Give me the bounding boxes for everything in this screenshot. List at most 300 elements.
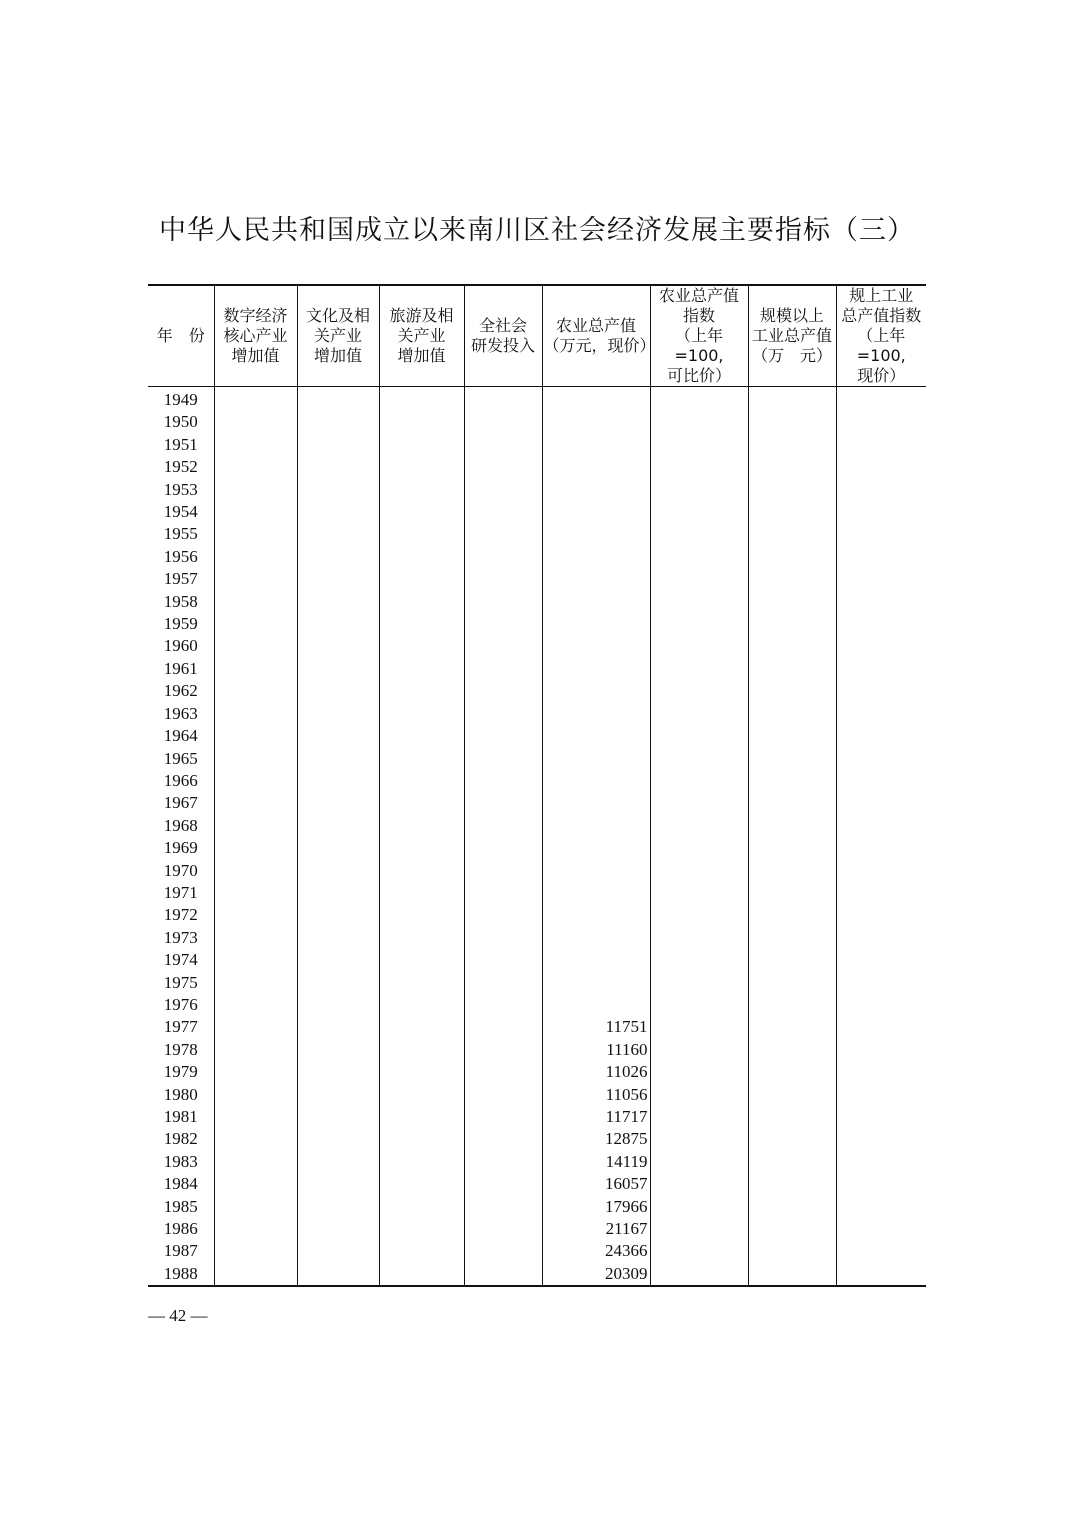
table-row <box>148 725 926 747</box>
table-row <box>148 1196 926 1218</box>
empty-cell <box>214 904 297 926</box>
empty-cell <box>214 523 297 545</box>
year-cell: 1960 <box>163 636 198 656</box>
header-agri-output: 农业总产值 （万元，现价） <box>542 285 650 387</box>
agri-output-cell <box>542 434 650 456</box>
agri-output-cell <box>542 882 650 904</box>
table-row <box>148 411 926 433</box>
year-cell: 1970 <box>163 860 198 880</box>
empty-cell <box>748 456 836 478</box>
empty-cell <box>297 837 379 859</box>
empty-cell <box>379 411 464 433</box>
year-cell: 1949 <box>163 390 198 409</box>
empty-cell <box>379 1084 464 1106</box>
empty-cell <box>748 904 836 926</box>
empty-cell <box>650 882 748 904</box>
table-row <box>148 456 926 478</box>
empty-cell <box>379 1061 464 1083</box>
empty-cell <box>464 860 542 882</box>
empty-cell <box>836 994 926 1016</box>
table-row <box>148 1128 926 1150</box>
empty-cell <box>836 1084 926 1106</box>
empty-cell <box>379 1173 464 1195</box>
empty-cell <box>379 972 464 994</box>
year-cell: 1967 <box>163 793 198 813</box>
empty-cell <box>379 927 464 949</box>
empty-cell <box>836 904 926 926</box>
empty-cell <box>650 1084 748 1106</box>
empty-cell <box>297 792 379 814</box>
year-cell: 1958 <box>163 591 198 611</box>
table-row <box>148 1218 926 1240</box>
empty-cell <box>379 792 464 814</box>
empty-cell <box>214 792 297 814</box>
empty-cell <box>297 501 379 523</box>
agri-output-cell <box>542 658 650 680</box>
empty-cell <box>379 1128 464 1150</box>
empty-cell <box>650 387 748 412</box>
agri-output-cell <box>542 725 650 747</box>
agri-output-cell <box>542 994 650 1016</box>
agri-output-cell: 11026 <box>542 1061 650 1083</box>
empty-cell <box>214 1263 297 1286</box>
table-body <box>148 387 926 1287</box>
empty-cell <box>650 748 748 770</box>
empty-cell <box>464 680 542 702</box>
year-cell: 1972 <box>163 905 198 925</box>
agri-output-cell: 14119 <box>542 1151 650 1173</box>
empty-cell <box>836 568 926 590</box>
empty-cell <box>650 456 748 478</box>
empty-cell <box>379 456 464 478</box>
empty-cell <box>836 972 926 994</box>
empty-cell <box>748 1061 836 1083</box>
table-row <box>148 1240 926 1262</box>
empty-cell <box>836 1196 926 1218</box>
empty-cell <box>650 1106 748 1128</box>
empty-cell <box>464 523 542 545</box>
empty-cell <box>464 501 542 523</box>
empty-cell <box>214 837 297 859</box>
empty-cell <box>297 568 379 590</box>
table-row <box>148 770 926 792</box>
empty-cell <box>297 1084 379 1106</box>
year-cell: 1984 <box>163 1174 198 1194</box>
agri-output-cell <box>542 456 650 478</box>
empty-cell <box>650 613 748 635</box>
empty-cell <box>214 1016 297 1038</box>
empty-cell <box>297 1173 379 1195</box>
year-cell: 1956 <box>163 546 198 566</box>
empty-cell <box>464 1218 542 1240</box>
empty-cell <box>836 680 926 702</box>
empty-cell <box>379 703 464 725</box>
agri-output-cell: 11751 <box>542 1016 650 1038</box>
empty-cell <box>379 658 464 680</box>
header-rd-investment: 全社会 研发投入 <box>464 285 542 387</box>
empty-cell <box>297 972 379 994</box>
empty-cell <box>379 1263 464 1286</box>
empty-cell <box>297 1218 379 1240</box>
empty-cell <box>379 501 464 523</box>
empty-cell <box>297 1240 379 1262</box>
year-cell: 1987 <box>163 1241 198 1261</box>
year-cell: 1955 <box>163 524 198 544</box>
year-cell: 1975 <box>163 972 198 992</box>
empty-cell <box>748 1106 836 1128</box>
year-cell: 1964 <box>163 726 198 746</box>
empty-cell <box>214 411 297 433</box>
empty-cell <box>379 591 464 613</box>
empty-cell <box>464 1151 542 1173</box>
table-row <box>148 479 926 501</box>
empty-cell <box>748 882 836 904</box>
year-cell: 1985 <box>163 1196 198 1216</box>
empty-cell <box>379 1039 464 1061</box>
empty-cell <box>748 1039 836 1061</box>
year-cell: 1971 <box>163 882 198 902</box>
table-row <box>148 1016 926 1038</box>
empty-cell <box>650 792 748 814</box>
agri-output-cell <box>542 770 650 792</box>
empty-cell <box>836 613 926 635</box>
empty-cell <box>214 703 297 725</box>
agri-output-cell <box>542 927 650 949</box>
empty-cell <box>297 613 379 635</box>
empty-cell <box>748 613 836 635</box>
empty-cell <box>748 479 836 501</box>
empty-cell <box>748 501 836 523</box>
empty-cell <box>214 927 297 949</box>
empty-cell <box>748 1173 836 1195</box>
table-row <box>148 972 926 994</box>
empty-cell <box>464 703 542 725</box>
header-row <box>148 285 926 387</box>
empty-cell <box>214 658 297 680</box>
table-row <box>148 703 926 725</box>
empty-cell <box>464 1128 542 1150</box>
empty-cell <box>464 568 542 590</box>
empty-cell <box>748 703 836 725</box>
empty-cell <box>748 1016 836 1038</box>
empty-cell <box>836 882 926 904</box>
empty-cell <box>650 501 748 523</box>
agri-output-cell <box>542 972 650 994</box>
empty-cell <box>464 1016 542 1038</box>
agri-output-cell <box>542 635 650 657</box>
empty-cell <box>464 1263 542 1286</box>
empty-cell <box>464 1173 542 1195</box>
empty-cell <box>650 479 748 501</box>
empty-cell <box>836 1240 926 1262</box>
table-row <box>148 994 926 1016</box>
empty-cell <box>464 1061 542 1083</box>
empty-cell <box>379 1196 464 1218</box>
empty-cell <box>748 748 836 770</box>
empty-cell <box>836 591 926 613</box>
empty-cell <box>214 434 297 456</box>
header-industrial-output: 规模以上 工业总产值 （万 元） <box>748 285 836 387</box>
empty-cell <box>297 411 379 433</box>
empty-cell <box>650 523 748 545</box>
empty-cell <box>464 1039 542 1061</box>
empty-cell <box>836 1151 926 1173</box>
empty-cell <box>297 882 379 904</box>
empty-cell <box>214 1061 297 1083</box>
empty-cell <box>297 1263 379 1286</box>
agri-output-cell: 11717 <box>542 1106 650 1128</box>
empty-cell <box>464 792 542 814</box>
table-row <box>148 680 926 702</box>
header-culture-industry: 文化及相 关产业 增加值 <box>297 285 379 387</box>
agri-output-cell <box>542 568 650 590</box>
indicator-table-container <box>148 284 926 1287</box>
empty-cell <box>748 523 836 545</box>
empty-cell <box>836 1061 926 1083</box>
empty-cell <box>297 725 379 747</box>
agri-output-cell <box>542 501 650 523</box>
year-cell: 1957 <box>163 569 198 589</box>
empty-cell <box>379 748 464 770</box>
table-row <box>148 1263 926 1286</box>
empty-cell <box>464 927 542 949</box>
empty-cell <box>214 860 297 882</box>
agri-output-cell <box>542 860 650 882</box>
empty-cell <box>214 1151 297 1173</box>
empty-cell <box>297 387 379 412</box>
year-cell: 1977 <box>163 1017 198 1037</box>
empty-cell <box>214 770 297 792</box>
empty-cell <box>650 546 748 568</box>
agri-output-cell <box>542 837 650 859</box>
empty-cell <box>214 1106 297 1128</box>
empty-cell <box>297 994 379 1016</box>
agri-output-cell <box>542 792 650 814</box>
empty-cell <box>297 635 379 657</box>
table-row <box>148 387 926 412</box>
empty-cell <box>836 815 926 837</box>
empty-cell <box>748 792 836 814</box>
empty-cell <box>297 523 379 545</box>
agri-output-cell: 17966 <box>542 1196 650 1218</box>
table-row <box>148 927 926 949</box>
empty-cell <box>748 1151 836 1173</box>
empty-cell <box>748 411 836 433</box>
empty-cell <box>297 703 379 725</box>
table-row <box>148 949 926 971</box>
empty-cell <box>748 434 836 456</box>
empty-cell <box>214 635 297 657</box>
empty-cell <box>464 1084 542 1106</box>
empty-cell <box>214 1039 297 1061</box>
empty-cell <box>748 546 836 568</box>
year-cell: 1978 <box>163 1039 198 1059</box>
empty-cell <box>379 904 464 926</box>
year-cell: 1952 <box>163 457 198 477</box>
empty-cell <box>214 456 297 478</box>
empty-cell <box>297 815 379 837</box>
empty-cell <box>464 411 542 433</box>
empty-cell <box>650 658 748 680</box>
agri-output-cell <box>542 949 650 971</box>
agri-output-cell: 20309 <box>542 1263 650 1286</box>
agri-output-cell <box>542 523 650 545</box>
year-cell: 1965 <box>163 748 198 768</box>
table-row <box>148 904 926 926</box>
table-header <box>148 285 926 387</box>
agri-output-cell <box>542 591 650 613</box>
header-tourism-industry: 旅游及相 关产业 增加值 <box>379 285 464 387</box>
empty-cell <box>748 770 836 792</box>
empty-cell <box>379 860 464 882</box>
empty-cell <box>379 1151 464 1173</box>
empty-cell <box>748 591 836 613</box>
empty-cell <box>836 1106 926 1128</box>
empty-cell <box>650 815 748 837</box>
empty-cell <box>464 546 542 568</box>
empty-cell <box>464 456 542 478</box>
empty-cell <box>836 927 926 949</box>
year-cell: 1986 <box>163 1219 198 1239</box>
empty-cell <box>836 837 926 859</box>
agri-output-cell <box>542 680 650 702</box>
year-cell: 1981 <box>163 1107 198 1126</box>
year-cell: 1962 <box>163 681 198 701</box>
empty-cell <box>650 770 748 792</box>
table-row <box>148 1061 926 1083</box>
agri-output-cell <box>542 411 650 433</box>
empty-cell <box>464 1196 542 1218</box>
year-cell: 1979 <box>163 1062 198 1082</box>
page-number: — 42 — <box>148 1306 208 1325</box>
empty-cell <box>379 479 464 501</box>
table-row <box>148 501 926 523</box>
year-cell: 1976 <box>163 994 198 1014</box>
empty-cell <box>650 568 748 590</box>
table-row <box>148 1173 926 1195</box>
empty-cell <box>748 927 836 949</box>
empty-cell <box>214 479 297 501</box>
empty-cell <box>214 1240 297 1262</box>
year-cell: 1969 <box>163 838 198 858</box>
empty-cell <box>464 904 542 926</box>
agri-output-cell: 11160 <box>542 1039 650 1061</box>
agri-output-cell: 24366 <box>542 1240 650 1262</box>
empty-cell <box>379 523 464 545</box>
empty-cell <box>214 972 297 994</box>
empty-cell <box>836 456 926 478</box>
empty-cell <box>836 1263 926 1286</box>
empty-cell <box>650 994 748 1016</box>
empty-cell <box>748 815 836 837</box>
agri-output-cell <box>542 703 650 725</box>
empty-cell <box>214 748 297 770</box>
table-row <box>148 613 926 635</box>
empty-cell <box>214 1128 297 1150</box>
agri-output-cell <box>542 546 650 568</box>
empty-cell <box>650 927 748 949</box>
empty-cell <box>214 725 297 747</box>
empty-cell <box>379 725 464 747</box>
empty-cell <box>650 949 748 971</box>
empty-cell <box>836 523 926 545</box>
empty-cell <box>836 1016 926 1038</box>
empty-cell <box>379 680 464 702</box>
empty-cell <box>464 994 542 1016</box>
empty-cell <box>464 658 542 680</box>
empty-cell <box>836 1218 926 1240</box>
table-row <box>148 1039 926 1061</box>
year-cell: 1980 <box>163 1084 198 1104</box>
empty-cell <box>836 546 926 568</box>
empty-cell <box>379 815 464 837</box>
year-cell: 1951 <box>163 434 198 454</box>
empty-cell <box>748 949 836 971</box>
empty-cell <box>836 434 926 456</box>
agri-output-cell: 16057 <box>542 1173 650 1195</box>
empty-cell <box>464 882 542 904</box>
empty-cell <box>836 792 926 814</box>
empty-cell <box>464 837 542 859</box>
header-agri-index: 农业总产值 指数 （上年=100, 可比价） <box>650 285 748 387</box>
empty-cell <box>214 680 297 702</box>
empty-cell <box>297 434 379 456</box>
empty-cell <box>297 1039 379 1061</box>
empty-cell <box>748 1084 836 1106</box>
empty-cell <box>650 591 748 613</box>
empty-cell <box>748 837 836 859</box>
empty-cell <box>650 837 748 859</box>
empty-cell <box>464 613 542 635</box>
empty-cell <box>297 949 379 971</box>
year-cell: 1982 <box>163 1129 198 1149</box>
header-industrial-index: 规上工业 总产值指数 （上年=100, 现价） <box>836 285 926 387</box>
empty-cell <box>650 1128 748 1150</box>
empty-cell <box>650 1039 748 1061</box>
table-row <box>148 882 926 904</box>
year-cell: 1974 <box>163 950 198 970</box>
empty-cell <box>748 680 836 702</box>
header-digital-economy: 数字经济 核心产业 增加值 <box>214 285 297 387</box>
empty-cell <box>214 546 297 568</box>
indicator-table <box>148 284 926 1287</box>
empty-cell <box>379 949 464 971</box>
table-row <box>148 591 926 613</box>
empty-cell <box>748 972 836 994</box>
empty-cell <box>464 1106 542 1128</box>
header-year: 年 份 <box>156 326 205 345</box>
empty-cell <box>214 949 297 971</box>
empty-cell <box>650 411 748 433</box>
table-row <box>148 815 926 837</box>
empty-cell <box>379 613 464 635</box>
empty-cell <box>464 725 542 747</box>
empty-cell <box>836 387 926 412</box>
table-row <box>148 748 926 770</box>
agri-output-cell: 12875 <box>542 1128 650 1150</box>
empty-cell <box>214 815 297 837</box>
empty-cell <box>379 434 464 456</box>
empty-cell <box>379 1106 464 1128</box>
empty-cell <box>748 635 836 657</box>
table-row <box>148 837 926 859</box>
empty-cell <box>464 748 542 770</box>
empty-cell <box>464 1240 542 1262</box>
empty-cell <box>297 680 379 702</box>
empty-cell <box>379 1240 464 1262</box>
empty-cell <box>214 613 297 635</box>
table-row <box>148 1106 926 1128</box>
